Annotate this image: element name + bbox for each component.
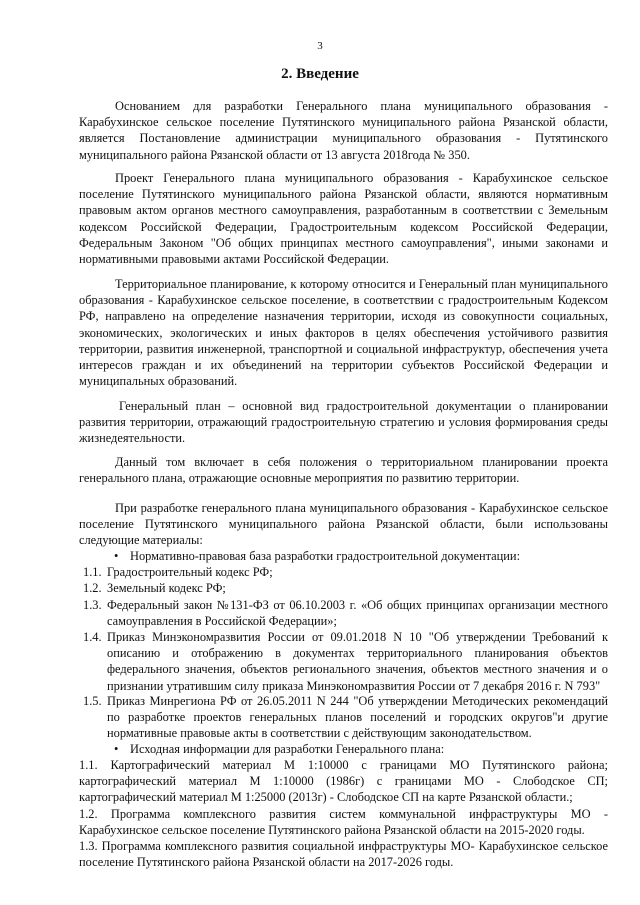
- paragraph-basis: Основанием для разработки Генерального плана муниципального образования - Карабухинское сельское поселение Путятинского муниципального района Рязанской области, является Постановление администрации муниципального образования - Путятинского муниципального района Рязанской области от 13 августа 2018года № 350.: [79, 99, 608, 162]
- list-item-text: Приказ Минрегиона РФ от 26.05.2011 N 244 "Об утверждении Методических рекомендаций по разработке проектов генеральных планов поселений и городских округов"и другие нормативные правовые акты в соответствии с действующим законодательством.: [107, 694, 608, 741]
- bullet-legal-base: [114, 548, 608, 564]
- list-item: [79, 629, 608, 694]
- bullet-icon: •: [114, 742, 119, 756]
- section-title: 2. Введение: [281, 66, 359, 82]
- list-item: 1.1. Картографический материал М 1:10000 с границами МО Путятинского района; картографический материал М 1:10000 (1986г) с границами МО - Слободское СП; картографический материал М 1:25000 (2013г) - Слободское СП на карте Рязанской области.;: [79, 758, 608, 805]
- list-item-number: 1.5.: [83, 694, 102, 708]
- list-item: [79, 580, 608, 596]
- paragraph-general-plan: Генеральный план – основной вид градостроительной документации о планировании развития территории, отражающий градостроительную стратегию и условия формирования среды жизнедеятельности.: [79, 399, 608, 446]
- list-item: [79, 597, 608, 629]
- list-item-number: 1.3.: [83, 598, 102, 612]
- paragraph-territorial-planning: Территориальное планирование, к которому относится и Генеральный план муниципального образования - Карабухинское сельское поселение, в соответствии с градостроительным Кодексом РФ, направлено на определение назначения территории, исходя из совокупности социальных, экономических, экологических и иных факторов в целях обеспечения устойчивого развития территории, развития инженерной, транспортной и социальной инфраструктур, обеспечения учета интересов граждан и их объединений на территории субъектов Российской Федерации и муниципальных образований.: [79, 277, 608, 389]
- list-item: 1.3. Программа комплексного развития социальной инфраструктуры МО- Карабухинское сельское поселение Путятинского района Рязанской области на 2017-2026 годы.: [79, 839, 608, 870]
- list-item-number: 1.4.: [83, 630, 102, 644]
- list-item-text: Земельный кодекс РФ;: [107, 581, 226, 595]
- list-item-text: Приказ Минэкономразвития России от 09.01.2018 N 10 "Об утверждении Требований к описанию и отображению в документах территориального планирования объектов федерального значения, объектов регионального значения, объектов местного значения и о признании утратившим силу приказа Минэкономразвития России от 7 декабря 2016 г. N 793": [107, 630, 608, 693]
- list-item-number: 1.2.: [83, 581, 102, 595]
- list-item: [79, 693, 608, 742]
- bullet-source-info-text: Исходная информации для разработки Генерального плана:: [130, 742, 445, 756]
- list-item-number: 1.1.: [83, 565, 102, 579]
- list-item-text: Градостроительный кодекс РФ;: [107, 565, 273, 579]
- bullet-icon: •: [114, 549, 119, 563]
- page-number: 3: [317, 40, 323, 52]
- paragraph-project: Проект Генерального плана муниципального образования - Карабухинское сельское поселение Путятинского муниципального района Рязанской области, являются нормативным правовым актом органов местного самоуправления, разработанным в соответствии с Земельным кодексом Российской Федерации, Градостроительным кодексом Российской Федерации, Федеральным Законом "Об общих принципах местного самоуправления", иными законами и нормативными правовыми актами Российской Федерации.: [79, 171, 608, 267]
- bullet-source-info: [114, 741, 608, 757]
- list-item-text: Федеральный закон №131-ФЗ от 06.10.2003 г. «Об общих принципах организации местного самоуправления в Российской Федерации»;: [107, 598, 608, 629]
- list-item: 1.2. Программа комплексного развития систем коммунальной инфраструктуры МО - Карабухинское сельское поселение Путятинского района Рязанской области на 2015-2020 годы.: [79, 807, 608, 838]
- list-item: [79, 564, 608, 580]
- paragraph-materials: При разработке генерального плана муниципального образования - Карабухинское сельское поселение Путятинского муниципального района Рязанской области, были использованы следующие материалы:: [79, 501, 608, 548]
- bullet-legal-base-text: Нормативно-правовая база разработки градостроительной документации:: [130, 549, 521, 563]
- paragraph-volume: Данный том включает в себя положения о территориальном планировании проекта генерального плана, отражающие основные мероприятия по развитию территории.: [79, 455, 608, 486]
